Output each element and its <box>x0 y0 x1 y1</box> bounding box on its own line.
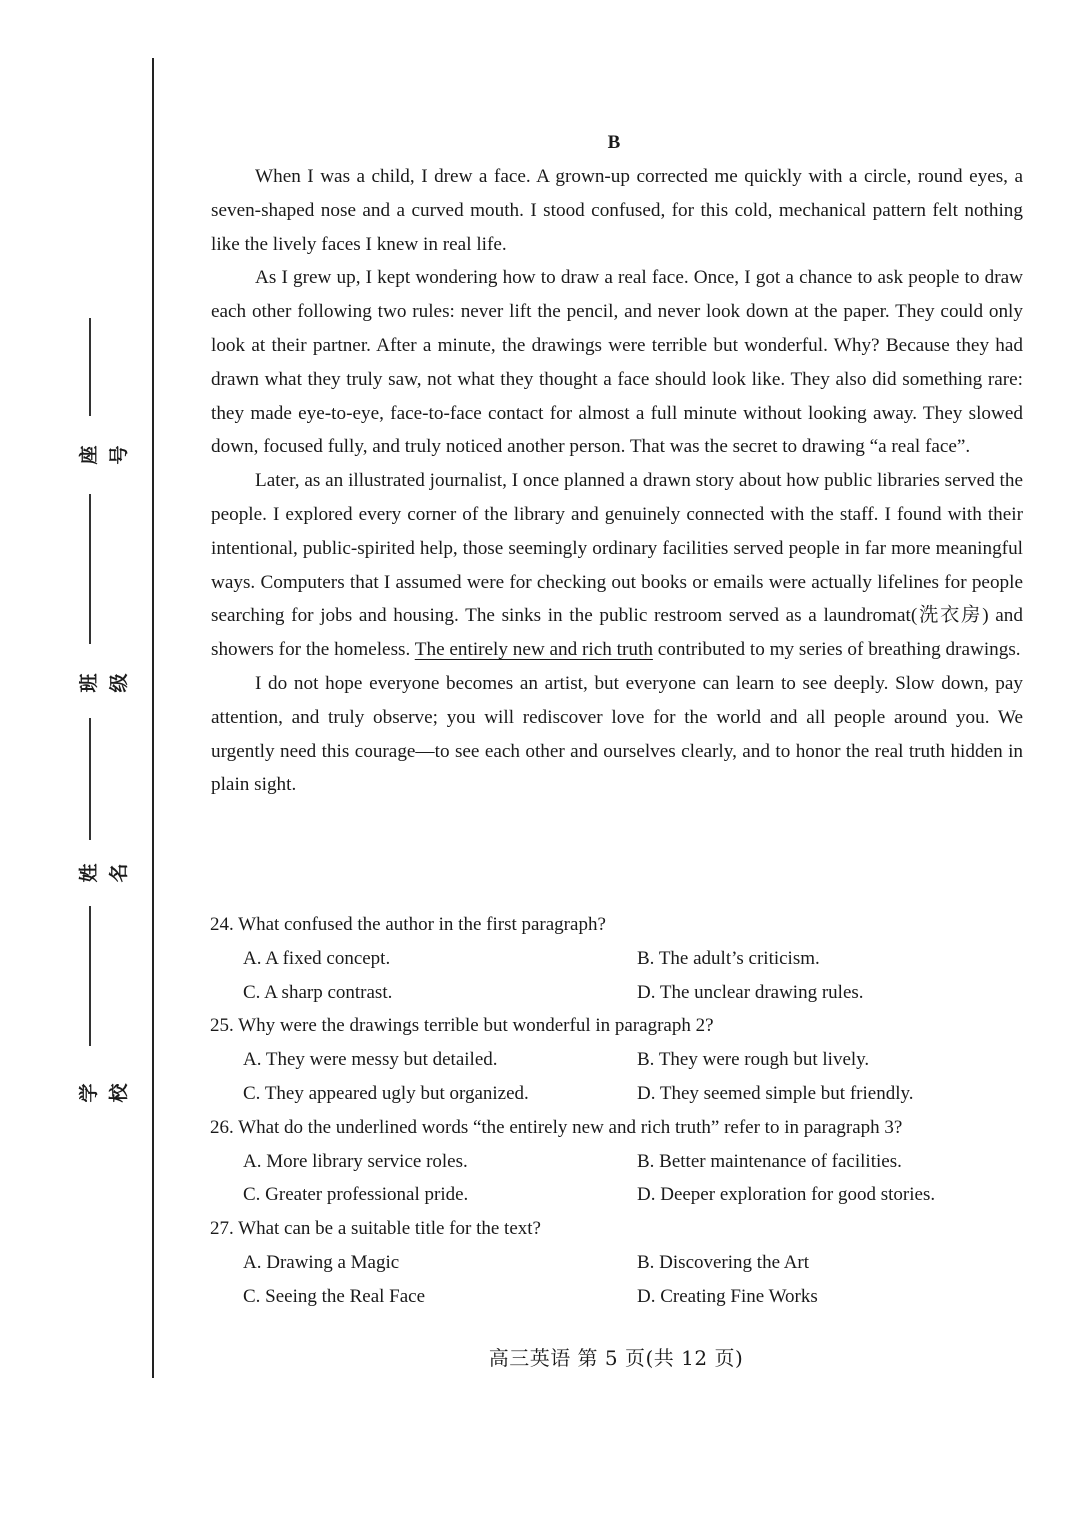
question-stem: 25. Why were the drawings terrible but wonderful in paragraph 2? <box>210 1015 714 1037</box>
class-blank <box>89 494 91 644</box>
option-b: B. They were rough but lively. <box>637 1049 870 1071</box>
passage-paragraph-4: I do not hope everyone becomes an artist, but everyone can learn to see deeply. Slow down, pay attention, and truly observe; you will rediscover love for the world and all people around you. We urgently need this courage—to see each other and ourselves clearly, and to honor the real truth hidden in plain sight. <box>211 672 1023 796</box>
option-b: B. The adult’s criticism. <box>637 947 820 969</box>
answer-options <box>243 1043 1030 1111</box>
underlined-phrase: The entirely new and rich truth <box>414 639 653 661</box>
question-stem: 26. What do the underlined words “the entirely new and rich truth” refer to in paragraph 3? <box>210 1116 903 1138</box>
option-d: D. They seemed simple but friendly. <box>637 1082 914 1104</box>
option-c: C. They appeared ugly but organized. <box>243 1082 529 1104</box>
option-c: C. A sharp contrast. <box>243 981 393 1003</box>
answer-options <box>243 942 1030 1010</box>
passage-paragraph-1: When I was a child, I drew a face. A grown-up corrected me quickly with a circle, round eyes, a seven-shaped nose and a curved mouth. I stood confused, for this cold, mechanical pattern felt nothing like the lively faces I knew in real life. <box>211 166 1023 255</box>
passage-paragraph-3 <box>211 464 1023 667</box>
class-label: 班级 <box>78 673 130 693</box>
question-27 <box>210 1212 1030 1313</box>
option-a: A. A fixed concept. <box>243 947 391 969</box>
option-c: C. Seeing the Real Face <box>243 1285 426 1307</box>
option-b: B. Better maintenance of facilities. <box>637 1150 902 1172</box>
school-blank <box>89 906 91 1046</box>
option-a: A. They were messy but detailed. <box>243 1049 498 1071</box>
name-label: 姓名 <box>78 863 130 883</box>
option-a: A. More library service roles. <box>243 1150 468 1172</box>
section-heading: B <box>607 132 621 153</box>
answer-options <box>243 1246 1030 1314</box>
page-footer: 高三英语 第 5 页(共 12 页) <box>488 1346 744 1370</box>
option-d: D. Creating Fine Works <box>637 1285 818 1307</box>
option-a: A. Drawing a Magic <box>243 1251 400 1273</box>
option-c: C. Greater professional pride. <box>243 1184 469 1206</box>
question-26 <box>210 1111 1030 1212</box>
passage-paragraph-2: As I grew up, I kept wondering how to draw a real face. Once, I got a chance to ask people to draw each other following two rules: never lift the pencil, and never look down at the paper. They could only look at their partner. After a minute, the drawings were terrible but wonderful. Why? Because they had drawn what they truly saw, not what they thought a face should look like. They also did something rare: they made eye-to-eye, face-to-face contact for almost a full minute without looking away. They slowed down, focused fully, and truly noticed another person. That was the secret to drawing “a real face”. <box>211 267 1023 458</box>
question-stem: 27. What can be a suitable title for the text? <box>210 1218 541 1240</box>
seat-number-label: 座号 <box>78 445 130 465</box>
reading-passage <box>211 160 1023 802</box>
binding-margin-rule <box>152 58 154 1378</box>
question-24 <box>210 908 1030 1009</box>
option-d: D. Deeper exploration for good stories. <box>637 1184 936 1206</box>
student-info-strip <box>66 318 130 1118</box>
school-label: 学校 <box>78 1083 130 1103</box>
question-stem: 24. What confused the author in the first paragraph? <box>210 914 606 935</box>
paragraph-3-text-end: contributed to my series of breathing drawings. <box>652 639 1021 661</box>
question-25 <box>210 1009 1030 1110</box>
option-b: B. Discovering the Art <box>637 1251 810 1273</box>
seat-number-blank <box>89 318 91 416</box>
answer-options <box>243 1145 1030 1213</box>
paragraph-3-text: Later, as an illustrated journalist, I once planned a drawn story about how public libraries served the people. I explored every corner of the library and genuinely connected with the staff. I found with their intentional, public-spirited help, those seemingly ordinary facilities served people in far more meaningful ways. Computers that I assumed were for checking out books or emails were actually lifelines for people searching for jobs and housing. The sinks in the public restroom served as a laundromat(洗衣房) and showers for the homeless. <box>211 470 1023 661</box>
name-blank <box>89 718 91 840</box>
question-list <box>210 908 1030 1314</box>
option-d: D. The unclear drawing rules. <box>637 981 864 1003</box>
